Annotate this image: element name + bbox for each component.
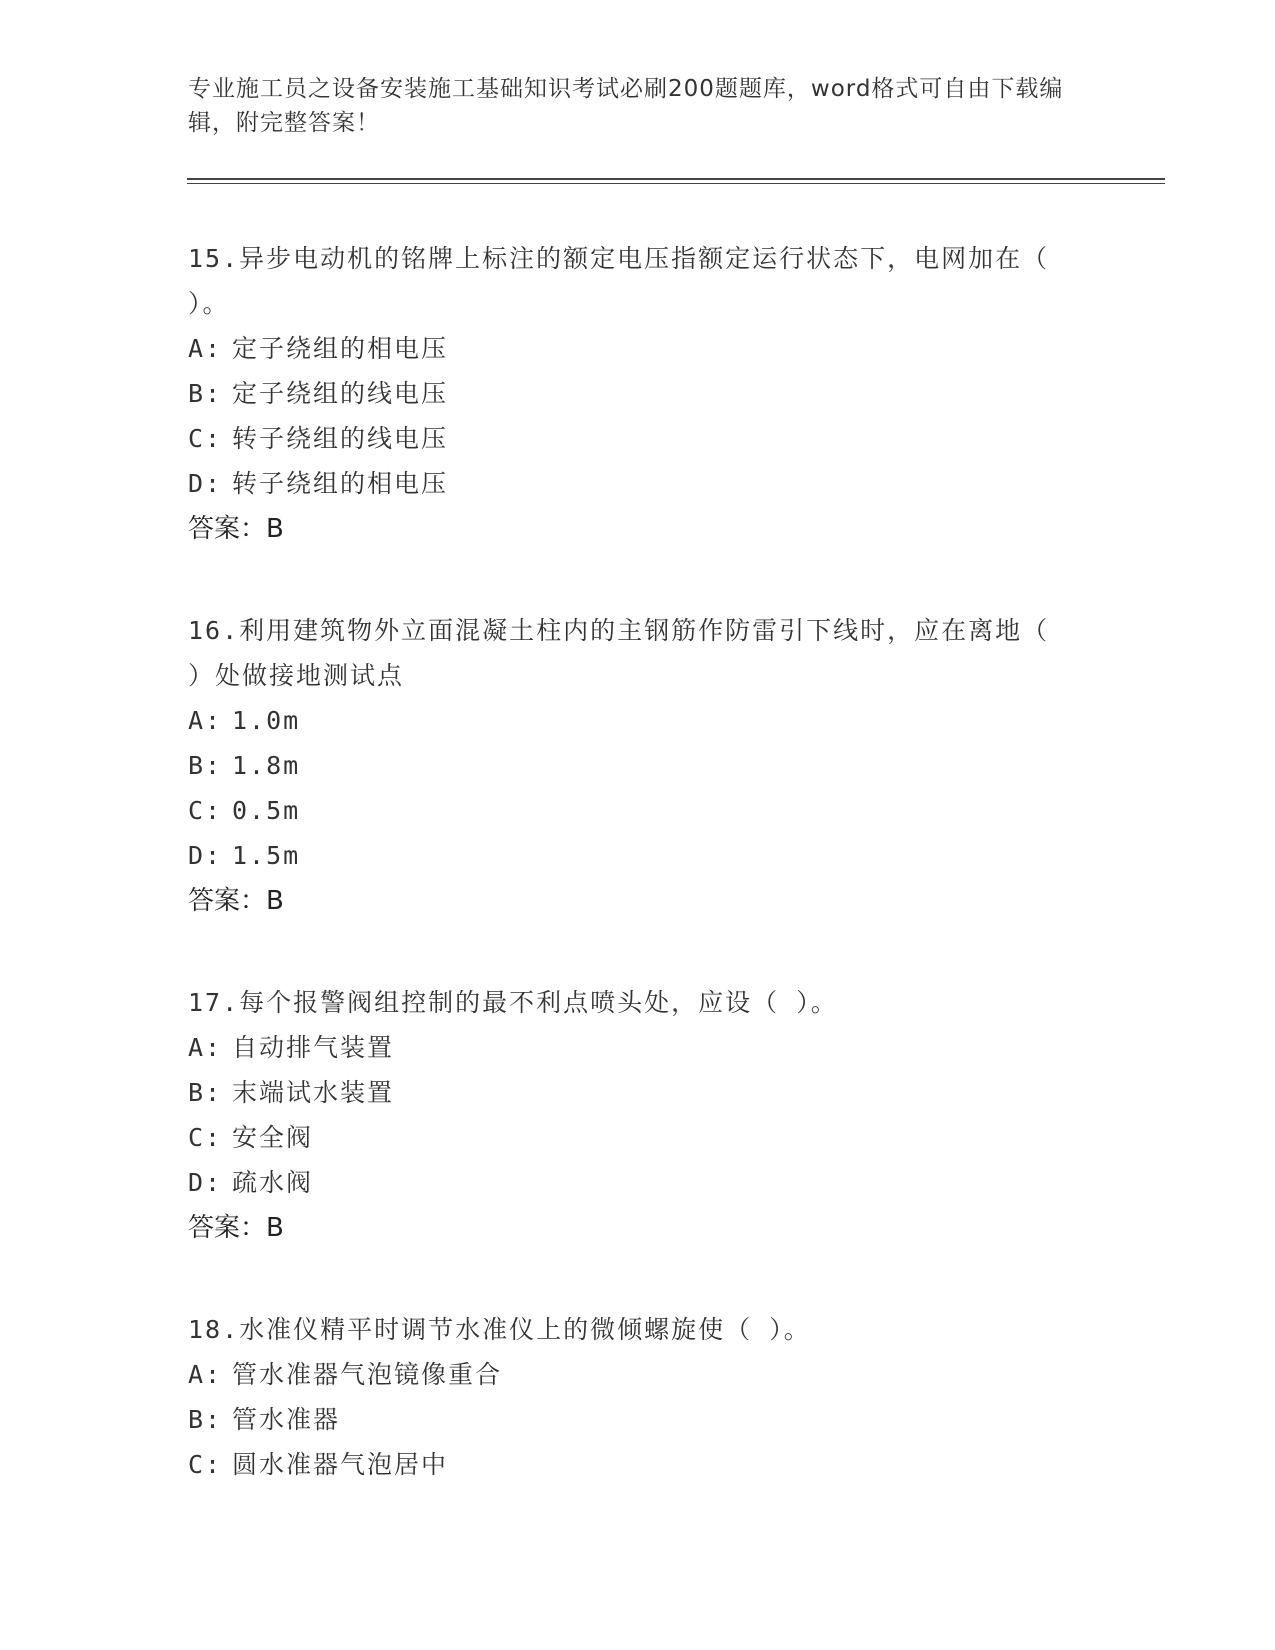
option-text: 末端试水装置 <box>232 1078 395 1107</box>
question-15 <box>188 236 1148 552</box>
option-text: 管水准器 <box>232 1405 341 1434</box>
option-text: 安全阀 <box>232 1123 314 1152</box>
option-label: A: <box>188 334 223 363</box>
option-text: 1.5m <box>232 841 301 870</box>
option-label: C: <box>188 1450 223 1479</box>
answer-line: 答案：B <box>188 514 284 544</box>
question-list <box>188 236 1148 1543</box>
option-b <box>188 743 1148 788</box>
option-text: 疏水阀 <box>232 1168 314 1197</box>
option-label: A: <box>188 706 223 735</box>
question-17 <box>188 980 1148 1251</box>
option-text: 定子绕组的相电压 <box>232 334 449 363</box>
option-c <box>188 788 1148 833</box>
option-d <box>188 461 1148 506</box>
option-a <box>188 326 1148 371</box>
option-a <box>188 698 1148 743</box>
option-label: A: <box>188 1033 223 1062</box>
option-label: C: <box>188 796 223 825</box>
question-stem: 17.每个报警阀组控制的最不利点喷头处，应设（ ）。 <box>188 988 838 1017</box>
option-c <box>188 416 1148 461</box>
option-text: 管水准器气泡镜像重合 <box>232 1360 503 1389</box>
answer-line: 答案：B <box>188 886 284 916</box>
option-label: B: <box>188 1078 223 1107</box>
question-stem: 15.异步电动机的铭牌上标注的额定电压指额定运行状态下，电网加在（ ）。 <box>188 244 1050 318</box>
option-label: B: <box>188 379 223 408</box>
option-label: B: <box>188 751 223 780</box>
option-label: D: <box>188 1168 223 1197</box>
header-rule-thin <box>187 183 1165 184</box>
question-stem: 18.水准仪精平时调节水准仪上的微倾螺旋使（ ）。 <box>188 1315 811 1344</box>
option-label: B: <box>188 1405 223 1434</box>
option-d <box>188 1160 1148 1205</box>
option-text: 转子绕组的相电压 <box>232 469 449 498</box>
option-b <box>188 1397 1148 1442</box>
option-a <box>188 1025 1148 1070</box>
option-a <box>188 1352 1148 1397</box>
option-text: 1.0m <box>232 706 301 735</box>
option-text: 0.5m <box>232 796 301 825</box>
answer-line: 答案：B <box>188 1213 284 1243</box>
option-c <box>188 1115 1148 1160</box>
option-c <box>188 1442 1148 1487</box>
option-label: D: <box>188 841 223 870</box>
option-label: A: <box>188 1360 223 1389</box>
option-text: 1.8m <box>232 751 301 780</box>
question-18 <box>188 1307 1148 1487</box>
option-b <box>188 371 1148 416</box>
option-label: D: <box>188 469 223 498</box>
question-stem: 16.利用建筑物外立面混凝土柱内的主钢筋作防雷引下线时，应在离地（ ）处做接地测试点 <box>188 616 1050 690</box>
option-d <box>188 833 1148 878</box>
question-16 <box>188 608 1148 924</box>
option-text: 圆水准器气泡居中 <box>232 1450 449 1479</box>
option-label: C: <box>188 424 223 453</box>
option-text: 自动排气装置 <box>232 1033 395 1062</box>
header-rule-thick <box>187 178 1165 180</box>
option-b <box>188 1070 1148 1115</box>
option-label: C: <box>188 1123 223 1152</box>
document-header: 专业施工员之设备安装施工基础知识考试必刷200题题库，word格式可自由下载编辑，附完整答案！ <box>188 76 1064 136</box>
option-text: 定子绕组的线电压 <box>232 379 449 408</box>
option-text: 转子绕组的线电压 <box>232 424 449 453</box>
